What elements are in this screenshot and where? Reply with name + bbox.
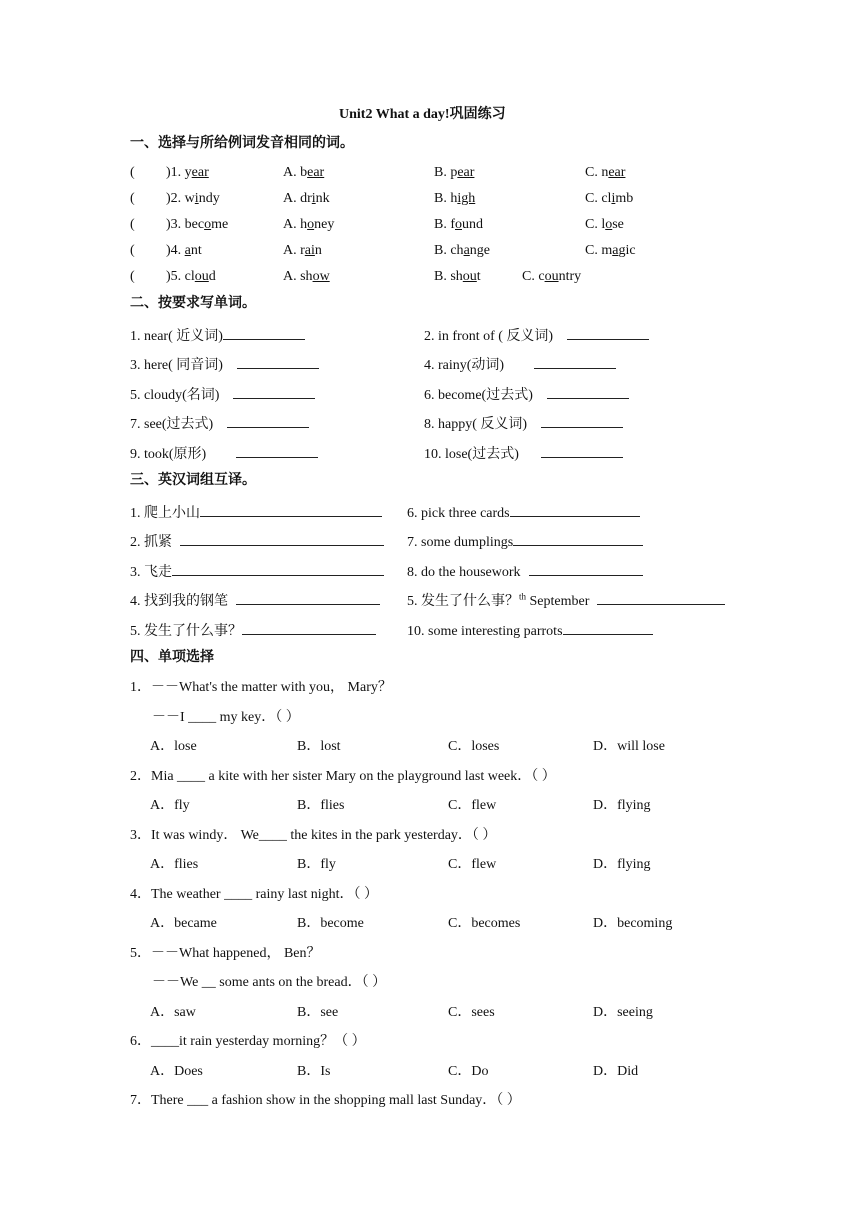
answer-blank[interactable]	[541, 443, 623, 458]
option-c[interactable]: C．Do	[448, 1063, 489, 1079]
part3-item: 4. 找到我的钢笔	[130, 590, 380, 611]
answer-blank[interactable]	[567, 325, 649, 340]
part2-item: 10. lose(过去式)	[424, 443, 623, 464]
answer-blank[interactable]	[237, 354, 319, 369]
answer-paren[interactable]: (	[130, 269, 135, 284]
option-b: B. found	[434, 217, 483, 232]
option-a: A. bear	[283, 165, 325, 180]
question-stem: 4．The weather ____ rainy last night．（ ）	[130, 886, 379, 902]
part3-item: 5. 发生了什么事？$^{th}$ September	[407, 590, 725, 611]
option-c: C. near	[585, 165, 626, 180]
option-b[interactable]: B．Is	[297, 1063, 331, 1079]
answer-blank[interactable]	[223, 325, 305, 340]
answer-blank[interactable]	[236, 590, 380, 605]
answer-blank[interactable]	[510, 502, 640, 517]
part2-item: 1. near( 近义词)	[130, 325, 305, 346]
option-c[interactable]: C．sees	[448, 1004, 495, 1020]
answer-blank[interactable]	[541, 413, 623, 428]
example-word: )4. ant	[166, 243, 202, 258]
option-c[interactable]: C．loses	[448, 739, 500, 754]
option-d[interactable]: D．seeing	[593, 1004, 653, 1020]
part2-item: 4. rainy(动词)	[424, 354, 616, 375]
option-d[interactable]: D．flying	[593, 798, 651, 813]
part2-item: 6. become(过去式)	[424, 384, 629, 405]
part3-item: 2. 抓紧	[130, 531, 384, 552]
part2-item: 9. took(原形)	[130, 443, 318, 464]
option-a: A. rain	[283, 243, 322, 258]
option-b[interactable]: B．flies	[297, 798, 345, 813]
option-c: C. lose	[585, 217, 624, 232]
part3-item: 7. some dumplings	[407, 531, 643, 552]
answer-paren[interactable]: (	[130, 191, 135, 206]
section-heading-4: 四、单项选择	[130, 650, 214, 665]
option-b[interactable]: B．fly	[297, 857, 336, 872]
option-a: A. honey	[283, 217, 335, 232]
answer-blank[interactable]	[180, 531, 384, 546]
answer-blank[interactable]	[242, 620, 376, 635]
option-c: C. climb	[585, 191, 634, 206]
option-d[interactable]: D．will lose	[593, 739, 665, 754]
answer-blank[interactable]	[597, 590, 725, 605]
answer-blank[interactable]	[513, 531, 643, 546]
option-b: B. shout	[434, 269, 481, 284]
answer-blank[interactable]	[172, 561, 384, 576]
question-dialogue: －－I ____ my key．（ ）	[152, 709, 300, 725]
page-title: Unit2 What a day!巩固练习	[339, 107, 506, 122]
question-dialogue: －－We __ some ants on the bread．（ ）	[152, 975, 387, 990]
option-a[interactable]: A．saw	[150, 1004, 196, 1020]
option-b[interactable]: B．lost	[297, 739, 341, 754]
option-a: A. show	[283, 269, 330, 284]
option-c: C. country	[522, 269, 582, 284]
option-a[interactable]: A．lose	[150, 739, 197, 754]
question-stem: 7．There ___ a fashion show in the shopping mall last Sunday．（ ）	[130, 1093, 521, 1108]
example-word: )3. become	[166, 217, 229, 232]
part2-item: 8. happy( 反义词)	[424, 413, 623, 434]
option-b: B. high	[434, 191, 476, 206]
part2-item: 7. see(过去式)	[130, 413, 309, 434]
option-c: C. magic	[585, 243, 636, 258]
option-c[interactable]: C．becomes	[448, 916, 521, 931]
answer-paren[interactable]: (	[130, 217, 135, 232]
option-b: B. change	[434, 243, 490, 258]
answer-blank[interactable]	[236, 443, 318, 458]
option-d[interactable]: D．flying	[593, 857, 651, 872]
part2-item: 2. in front of ( 反义词)	[424, 325, 649, 346]
answer-blank[interactable]	[200, 502, 382, 517]
part3-item: 5. 发生了什么事？	[130, 620, 376, 641]
option-a[interactable]: A．Does	[150, 1063, 203, 1079]
option-a[interactable]: A．flies	[150, 857, 199, 872]
option-b: B. pear	[434, 165, 475, 180]
part3-item: 3. 飞走	[130, 561, 384, 582]
part3-item: 6. pick three cards	[407, 502, 640, 523]
option-d[interactable]: D．Did	[593, 1063, 639, 1079]
option-c[interactable]: C．flew	[448, 798, 497, 813]
example-word: )1. year	[166, 165, 209, 180]
part2-item: 5. cloudy(名词)	[130, 384, 315, 405]
part2-item: 3. here( 同音词)	[130, 354, 319, 375]
answer-blank[interactable]	[529, 561, 643, 576]
question-stem: 2．Mia ____ a kite with her sister Mary on the playground last week．（ ）	[130, 768, 556, 784]
answer-paren[interactable]: (	[130, 165, 135, 180]
section-heading-2: 二、按要求写单词。	[130, 296, 256, 311]
answer-blank[interactable]	[534, 354, 616, 369]
section-heading-3: 三、英汉词组互译。	[130, 473, 256, 488]
answer-paren[interactable]: (	[130, 243, 135, 258]
option-c[interactable]: C．flew	[448, 857, 497, 872]
example-word: )2. windy	[166, 191, 220, 206]
answer-blank[interactable]	[547, 384, 629, 399]
part3-item: 10. some interesting parrots	[407, 620, 653, 641]
question-stem: 1．－－What's the matter with you， Mary？	[130, 680, 392, 695]
section-heading-1: 一、选择与所给例词发音相同的词。	[130, 136, 354, 151]
option-b[interactable]: B．see	[297, 1004, 339, 1020]
option-d[interactable]: D．becoming	[593, 916, 673, 931]
answer-blank[interactable]	[233, 384, 315, 399]
option-a[interactable]: A．became	[150, 916, 217, 931]
answer-blank[interactable]	[227, 413, 309, 428]
option-a: A. drink	[283, 191, 330, 206]
option-b[interactable]: B．become	[297, 916, 364, 931]
option-a[interactable]: A．fly	[150, 798, 190, 813]
question-stem: 3．It was windy． We____ the kites in the park yesterday．（ ）	[130, 827, 497, 843]
question-stem: 5．－－What happened， Ben？	[130, 945, 321, 961]
answer-blank[interactable]	[563, 620, 653, 635]
question-stem: 6．____it rain yesterday morning？（ ）	[130, 1034, 366, 1049]
part3-item: 1. 爬上小山	[130, 502, 382, 523]
part3-item: 8. do the housework	[407, 561, 643, 582]
example-word: )5. cloud	[166, 269, 216, 284]
